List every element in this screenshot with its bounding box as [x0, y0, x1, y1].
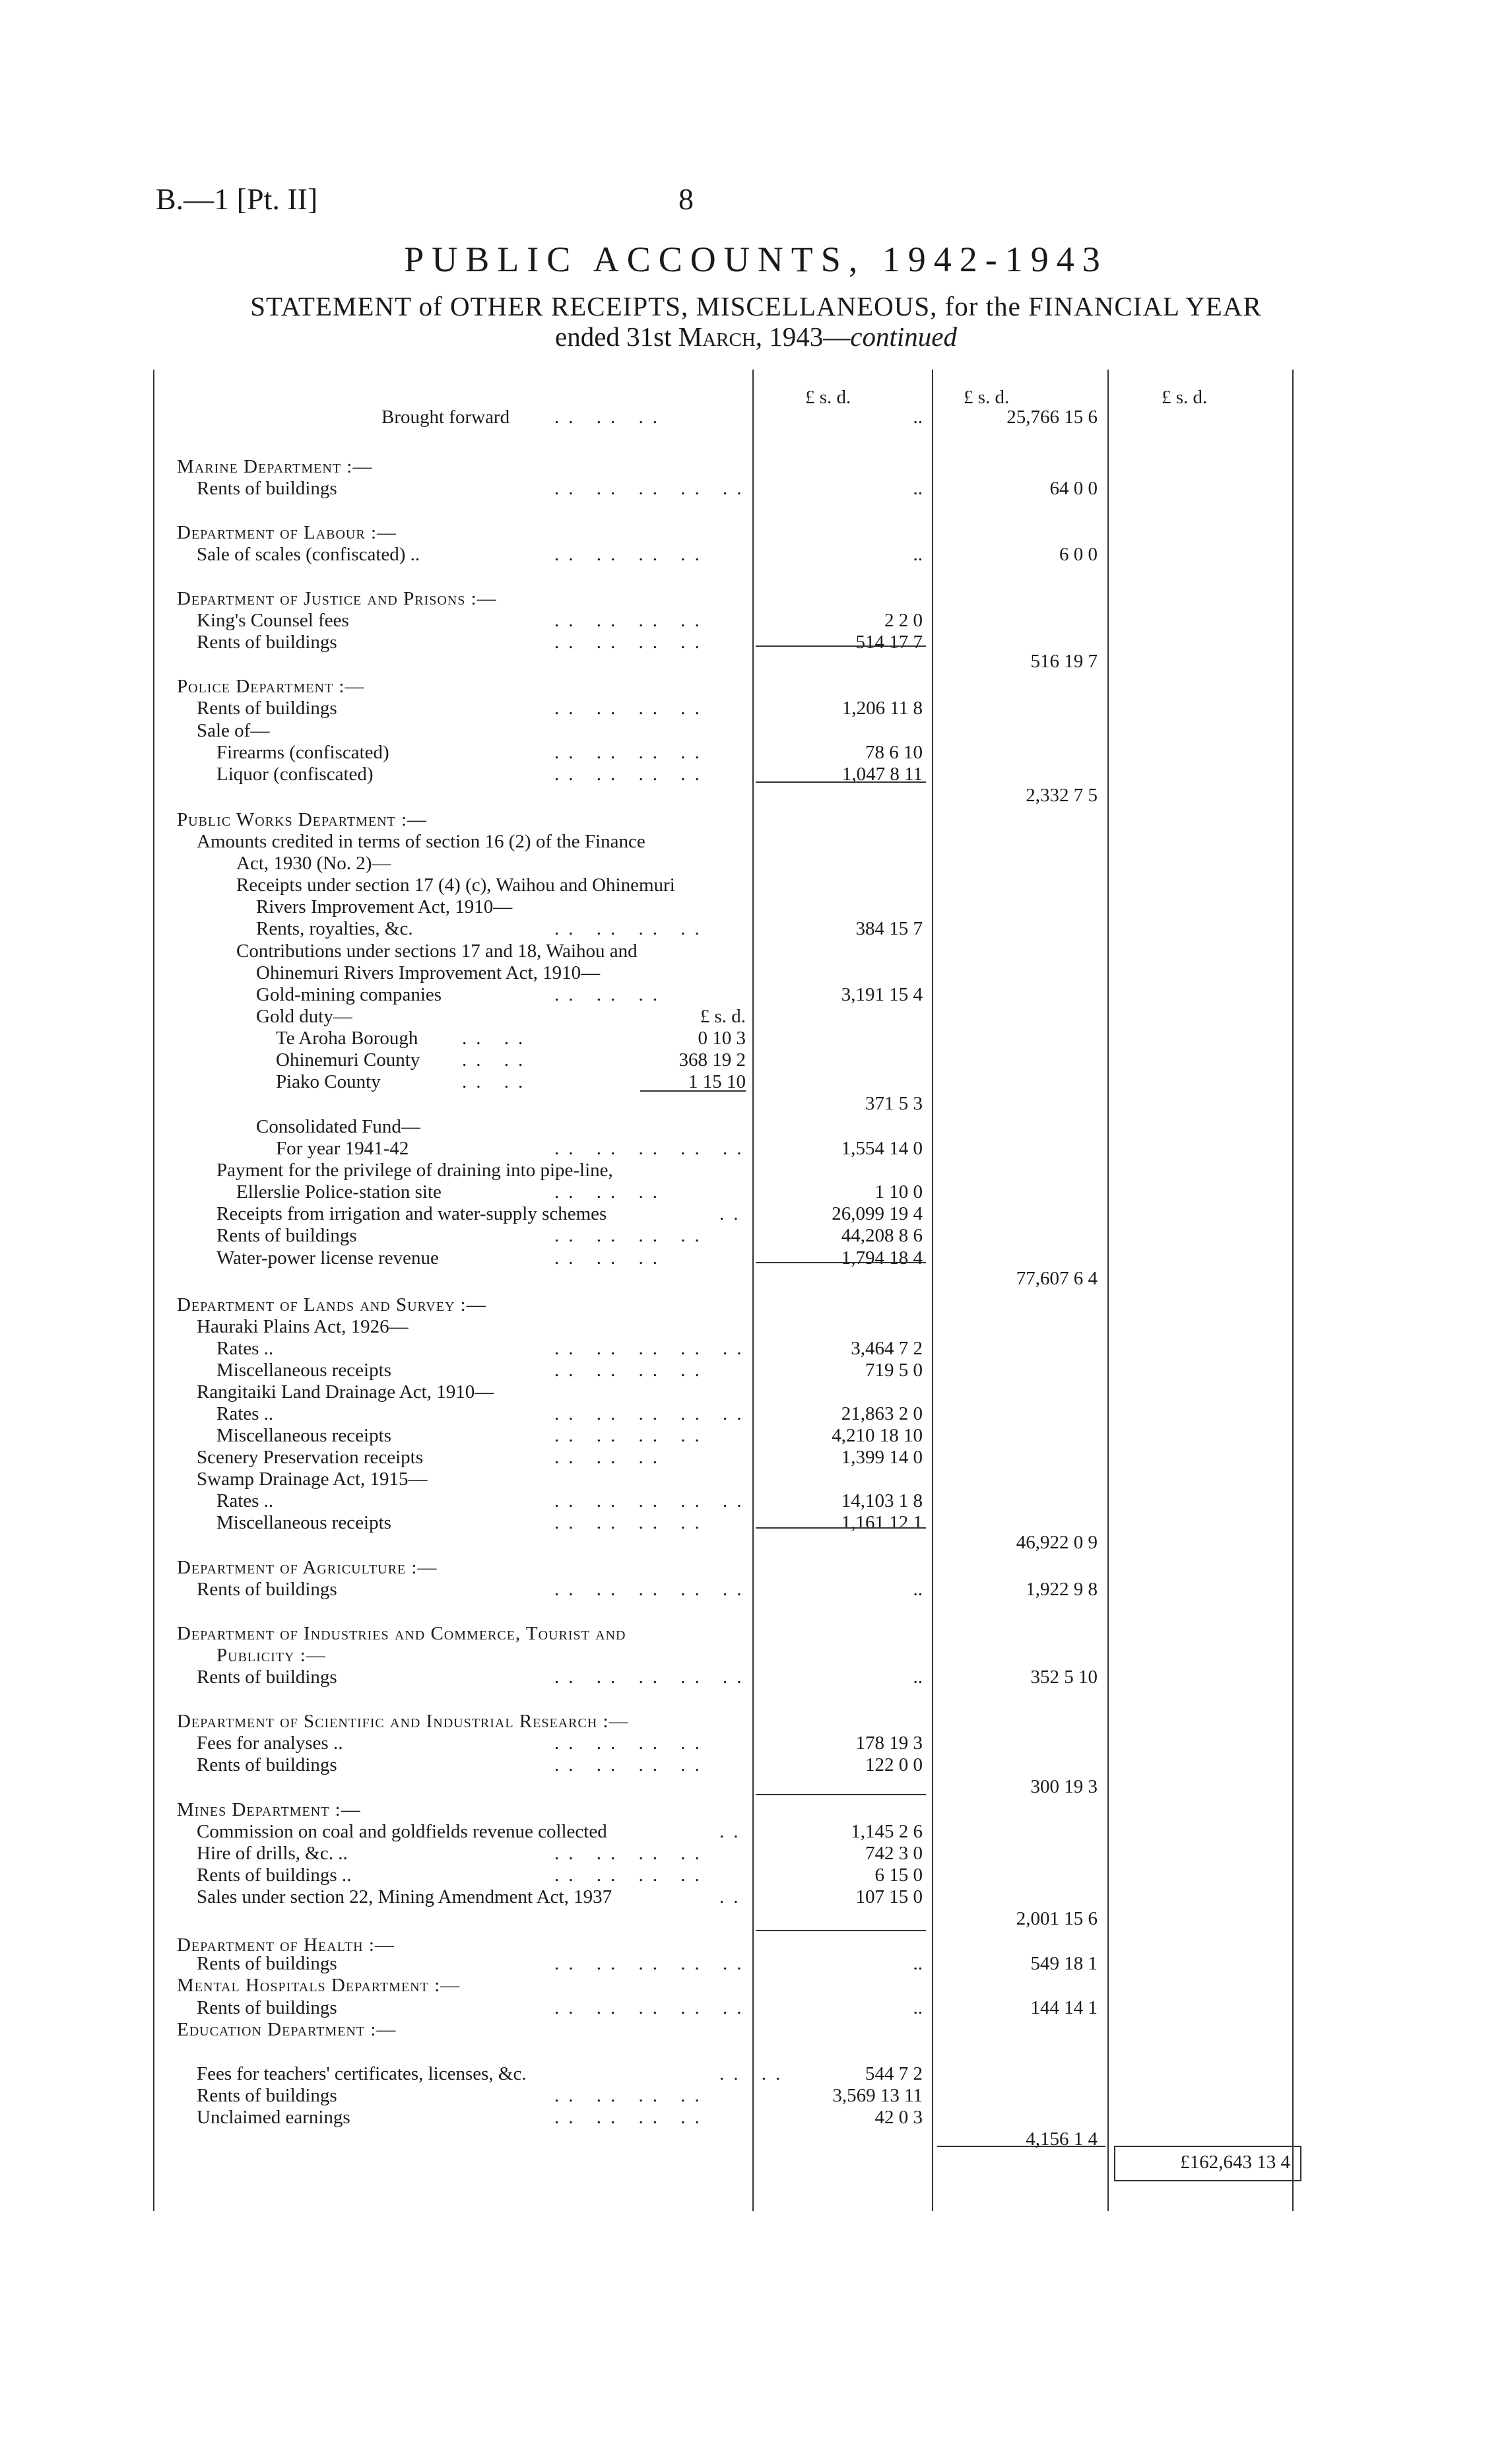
line-item-label: Fees for analyses .. — [197, 1733, 343, 1754]
amount-column-1: 371 5 3 — [865, 1093, 923, 1114]
amount-column-1: 1,554 14 0 — [841, 1138, 923, 1159]
amount-column-1: 6 15 0 — [874, 1865, 923, 1886]
amount-column-1: .. — [913, 1997, 923, 2018]
amount-column-2: 6 0 0 — [1059, 544, 1098, 565]
column-rule — [1107, 370, 1109, 2211]
amount-column-1: 1 10 0 — [874, 1181, 923, 1203]
amount-column-2: 352 5 10 — [1030, 1667, 1098, 1688]
leader-dots: .. .. .. .. .. — [554, 1667, 751, 1688]
leader-dots: .. .. .. .. .. — [554, 1338, 751, 1359]
leader-dots: .. .. — [719, 2063, 790, 2084]
leader-dots: .. .. .. .. — [554, 1512, 709, 1533]
line-item-label: Commission on coal and goldfields revenue collected — [197, 1821, 607, 1842]
amount-column-1: .. — [913, 478, 923, 499]
amount-column-1: .. — [913, 544, 923, 565]
section-heading: Department of Labour :— — [177, 522, 397, 543]
column-rule — [932, 370, 933, 2211]
line-item-label: Ohinemuri County — [276, 1049, 420, 1071]
leader-dots: .. .. .. .. — [554, 610, 709, 631]
line-item-label: Sale of— — [197, 720, 270, 741]
line-item-label: Liquor (confiscated) — [216, 764, 374, 785]
subtotal-rule — [756, 645, 926, 647]
leader-dots: .. .. .. .. .. — [554, 1138, 751, 1159]
line-item-label: Water-power license revenue — [216, 1247, 439, 1269]
line-item-label: Contributions under sections 17 and 18, Waihou and — [236, 941, 638, 962]
amount-column-1: 1,399 14 0 — [841, 1447, 923, 1468]
subtotal-rule — [756, 1262, 926, 1263]
amount-column-1: 514 17 7 — [855, 632, 923, 653]
subtotal-rule — [937, 2146, 1105, 2147]
line-item-label: Amounts credited in terms of section 16 (2) of the Finance — [197, 831, 645, 852]
line-item-label: Receipts under section 17 (4) (c), Waihou and Ohinemuri — [236, 875, 675, 896]
line-item-label: Sale of scales (confiscated) .. — [197, 544, 420, 565]
line-item-label: Rents of buildings — [197, 1997, 337, 2018]
leader-dots: .. .. .. .. — [554, 2085, 709, 2106]
leader-dots: .. .. .. .. .. — [554, 1997, 751, 2018]
section-heading: Marine Department :— — [177, 456, 373, 477]
leader-dots: .. .. — [462, 1071, 533, 1092]
amount-column-1: 14,103 1 8 — [841, 1490, 923, 1511]
line-item-label: Hauraki Plains Act, 1926— — [197, 1316, 409, 1337]
subtotal-rule — [756, 1930, 926, 1931]
sub-amount: £ s. d. — [700, 1006, 746, 1027]
amount-column-1: 1,161 12 1 — [841, 1512, 923, 1533]
line-item-label: Ohinemuri Rivers Improvement Act, 1910— — [256, 962, 601, 983]
line-item-label: Rates .. — [216, 1403, 274, 1424]
leader-dots: .. .. .. — [554, 407, 667, 428]
subtotal-rule — [756, 781, 926, 783]
leader-dots: .. .. .. .. — [554, 1733, 709, 1754]
amount-column-1: .. — [913, 1579, 923, 1600]
amount-column-1: 1,206 11 8 — [841, 698, 923, 719]
leader-dots: .. .. .. .. — [554, 1865, 709, 1886]
amount-column-2: 2,332 7 5 — [1026, 785, 1098, 806]
line-item-label: Unclaimed earnings — [197, 2107, 350, 2128]
amount-column-1: 178 19 3 — [855, 1733, 923, 1754]
leader-dots: .. .. .. .. — [554, 1843, 709, 1864]
amount-column-1: 26,099 19 4 — [832, 1203, 923, 1224]
section-heading: Department of Health :— — [177, 1935, 395, 1956]
amount-column-1: 3,569 13 11 — [832, 2085, 923, 2106]
amount-column-1: 1,794 18 4 — [841, 1247, 923, 1269]
line-item-label: Rates .. — [216, 1490, 274, 1511]
amount-column-1: 742 3 0 — [865, 1843, 923, 1864]
line-item-label: Fees for teachers' certificates, licenses, &c. — [197, 2063, 527, 2084]
amount-column-1: 2 2 0 — [884, 610, 923, 631]
document-reference: B.—1 [Pt. II] — [156, 182, 318, 216]
line-item-label: Rates .. — [216, 1338, 274, 1359]
amount-column-1: 1,145 2 6 — [851, 1821, 923, 1842]
section-heading: Department of Justice and Prisons :— — [177, 588, 497, 609]
amount-column-1: 42 0 3 — [874, 2107, 923, 2128]
subtotal-rule — [756, 1794, 926, 1795]
line-item-label: Miscellaneous receipts — [216, 1512, 391, 1533]
amount-column-1: 122 0 0 — [865, 1754, 923, 1775]
line-item-label: Ellerslie Police-station site — [236, 1181, 442, 1203]
statement-title: STATEMENT of OTHER RECEIPTS, MISCELLANEOUS, for the FINANCIAL YEAR — [250, 291, 1262, 321]
leader-dots: .. .. — [462, 1028, 533, 1049]
leader-dots: .. .. .. — [554, 1447, 667, 1468]
section-heading: Public Works Department :— — [177, 809, 428, 830]
leader-dots: .. .. .. .. — [554, 742, 709, 763]
line-item-label: Rents of buildings — [197, 2085, 337, 2106]
amount-column-1: .. — [913, 1667, 923, 1688]
subtotal-rule — [756, 1527, 926, 1529]
line-item-label: Miscellaneous receipts — [216, 1360, 391, 1381]
amount-column-2: 2,001 15 6 — [1016, 1908, 1098, 1929]
leader-dots: .. .. — [462, 1049, 533, 1071]
amount-column-2: 64 0 0 — [1049, 478, 1098, 499]
line-item-label: Act, 1930 (No. 2)— — [236, 853, 391, 874]
sub-amount: 0 10 3 — [698, 1028, 746, 1049]
column-rule — [1292, 370, 1294, 2211]
line-item-label: Rents of buildings — [197, 1579, 337, 1600]
line-item-label: Swamp Drainage Act, 1915— — [197, 1469, 428, 1490]
line-item-label: King's Counsel fees — [197, 610, 349, 631]
line-item-label: Firearms (confiscated) — [216, 742, 389, 763]
line-item-label: Gold duty— — [256, 1006, 352, 1027]
amount-column-1: 44,208 8 6 — [841, 1225, 923, 1246]
leader-dots: .. .. .. .. .. — [554, 478, 751, 499]
line-item-label: Rents of buildings — [197, 1754, 337, 1775]
line-item-label: Te Aroha Borough — [276, 1028, 418, 1049]
column-header-3: £ s. d. — [1162, 387, 1208, 408]
column-header-2: £ s. d. — [964, 387, 1010, 408]
amount-column-2: 46,922 0 9 — [1016, 1532, 1098, 1553]
leader-dots: .. .. .. .. .. — [554, 1579, 751, 1600]
line-item-label: Rents of buildings .. — [197, 1865, 352, 1886]
line-item-label: Rents of buildings — [197, 478, 337, 499]
amount-column-1: 384 15 7 — [855, 918, 923, 939]
amount-column-1: 21,863 2 0 — [841, 1403, 923, 1424]
line-item-label: Rents of buildings — [197, 632, 337, 653]
leader-dots: .. .. .. .. — [554, 1360, 709, 1381]
amount-column-1: 78 6 10 — [865, 742, 923, 763]
line-item-label: Rents of buildings — [197, 698, 337, 719]
leader-dots: .. — [719, 1821, 748, 1842]
line-item-label: Rivers Improvement Act, 1910— — [256, 896, 513, 917]
leader-dots: .. .. .. .. — [554, 632, 709, 653]
section-heading: Education Department :— — [177, 2019, 397, 2040]
amount-column-2: 144 14 1 — [1030, 1997, 1098, 2018]
leader-dots: .. .. .. — [554, 1181, 667, 1203]
amount-column-2: 1,922 9 8 — [1026, 1579, 1098, 1600]
line-item-label: Hire of drills, &c. .. — [197, 1843, 348, 1864]
line-item-label: Consolidated Fund— — [256, 1116, 420, 1137]
sub-amount: 368 19 2 — [678, 1049, 746, 1071]
leader-dots: .. .. .. .. — [554, 764, 709, 785]
leader-dots: .. .. .. .. — [554, 1425, 709, 1446]
grand-total: £162,643 13 4 — [1180, 2152, 1290, 2173]
amount-column-2: 77,607 6 4 — [1016, 1268, 1098, 1289]
leader-dots: .. .. .. .. .. — [554, 1403, 751, 1424]
amount-column-1: 1,047 8 11 — [841, 764, 923, 785]
column-header-1: £ s. d. — [805, 387, 851, 408]
sub-amount: 1 15 10 — [688, 1071, 746, 1092]
leader-dots: .. .. .. .. .. — [554, 1953, 751, 1974]
leader-dots: .. .. .. — [554, 984, 667, 1005]
line-item-label: Rangitaiki Land Drainage Act, 1910— — [197, 1381, 494, 1403]
amount-column-1: 544 7 2 — [865, 2063, 923, 2084]
leader-dots: .. .. .. .. .. — [554, 1490, 751, 1511]
section-heading: Department of Industries and Commerce, Tourist and — [177, 1623, 626, 1644]
line-item-label: Rents of buildings — [216, 1225, 357, 1246]
line-item-label: Gold-mining companies — [256, 984, 442, 1005]
section-heading: Department of Scientific and Industrial Research :— — [177, 1711, 629, 1732]
amount-column-1: 3,464 7 2 — [851, 1338, 923, 1359]
line-item-label: Brought forward — [381, 407, 510, 428]
page-number: 8 — [678, 182, 694, 216]
section-heading: Department of Lands and Survey :— — [177, 1294, 486, 1315]
leader-dots: .. .. .. — [554, 1247, 667, 1269]
amount-column-1: 107 15 0 — [855, 1886, 923, 1907]
amount-column-1: .. — [913, 1953, 923, 1974]
leader-dots: .. .. .. .. — [554, 1225, 709, 1246]
line-item-label: Piako County — [276, 1071, 381, 1092]
leader-dots: .. .. .. .. — [554, 544, 709, 565]
amount-column-1: 3,191 15 4 — [841, 984, 923, 1005]
amount-column-2: 516 19 7 — [1030, 651, 1098, 672]
amount-column-1: 719 5 0 — [865, 1360, 923, 1381]
amount-column-1: .. — [913, 407, 923, 428]
leader-dots: .. .. .. .. — [554, 918, 709, 939]
page-title: PUBLIC ACCOUNTS, 1942-1943 — [404, 240, 1108, 279]
line-item-label: Payment for the privilege of draining into pipe-line, — [216, 1160, 613, 1181]
line-item-label: For year 1941-42 — [276, 1138, 409, 1159]
line-item-label: Rents of buildings — [197, 1953, 337, 1974]
statement-subtitle: ended 31st March, 1943—continued — [555, 321, 957, 352]
table-left-rule — [153, 370, 154, 2211]
amount-column-1: 4,210 18 10 — [832, 1425, 923, 1446]
amount-column-2: 300 19 3 — [1030, 1776, 1098, 1797]
amount-column-2: 4,156 1 4 — [1026, 2129, 1098, 2150]
line-item-label: Sales under section 22, Mining Amendment Act, 1937 — [197, 1886, 612, 1907]
section-heading: Police Department :— — [177, 676, 365, 697]
line-item-label: Receipts from irrigation and water-supply schemes — [216, 1203, 607, 1224]
leader-dots: .. — [719, 1203, 748, 1224]
section-heading: Department of Agriculture :— — [177, 1557, 438, 1578]
leader-dots: .. — [719, 1886, 748, 1907]
amount-column-2: 25,766 15 6 — [1006, 407, 1098, 428]
leader-dots: .. .. .. .. — [554, 1754, 709, 1775]
line-item-label: Rents, royalties, &c. — [256, 918, 413, 939]
section-heading: Publicity :— — [216, 1645, 326, 1666]
section-heading: Mental Hospitals Department :— — [177, 1975, 461, 1996]
section-heading: Mines Department :— — [177, 1799, 361, 1820]
leader-dots: .. .. .. .. — [554, 698, 709, 719]
line-item-label: Scenery Preservation receipts — [197, 1447, 424, 1468]
subtotal-rule — [640, 1090, 746, 1092]
line-item-label: Rents of buildings — [197, 1667, 337, 1688]
line-item-label: Miscellaneous receipts — [216, 1425, 391, 1446]
amount-column-2: 549 18 1 — [1030, 1953, 1098, 1974]
leader-dots: .. .. .. .. — [554, 2107, 709, 2128]
